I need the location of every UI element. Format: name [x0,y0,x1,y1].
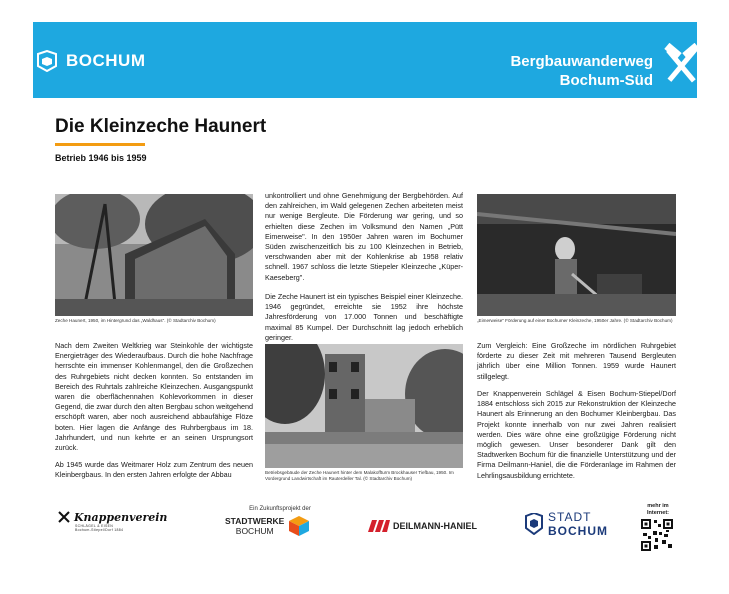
route-line-2: Bochum-Süd [559,72,653,89]
crossed-hammers-icon [659,43,705,89]
text-left-p2: Ab 1945 wurde das Weitmarer Holz zum Zentrum des neuen Kleinbergbaus. In den ersten Jahren erfolgte der Abbau [55,460,253,480]
route-line-1: Bergbauwanderweg [510,53,653,70]
knappenverein-logo [57,510,182,532]
deilmann-haniel-name: DEILMANN-HANIEL [393,521,477,531]
bochum-logo-icon [36,50,58,72]
knappenverein-sub: SCHLÄGEL & EISEN [75,524,114,528]
text-left-p1: Nach dem Zweiten Weltkrieg war Steinkohle der wichtigste Energieträger des Wiederaufbaus. Durch die hohe Nachfrage herrschte ein immenser Kohlenmangel, den die Großzechen des Ruhrgebiets nicht decken konnten. So entstanden im Bereich des Ruhrtals zahlreiche Kleinzechen. Ausgangspunkt waren die oberflächennahen Kohlevorkommen in dieser Gegend, die zwar durch den alten Bergbau schon weitgehend erschöpft waren, aber noch ausreichend abbaufähige Flöze boten. Hier lagen die Anfänge des Ruhrbergbaus im 18. Jahrhundert, und nun kehrte er an seinen Ursprungsort zurück. [55,341,253,453]
route-title [510,52,653,90]
photo-caption: Betriebsgebäude der Zeche Haunert hinter dem Malakoffturm Brockhauser Tiefbau, 1950. Im Vordergrund Landwirtschaft im Rauterdeller Tal. (© Stadtarchiv Bochum) [265,470,454,481]
stadtwerke-name: STADTWERKE [225,516,285,526]
photo-eimerweise [477,194,676,316]
photo-zeche-haunert [55,194,253,316]
qr-label-2: Internet: [647,509,669,516]
stadt-label: STADT [548,510,592,524]
deilmann-haniel-logo [368,520,498,532]
page-title: Die Kleinzeche Haunert [55,116,267,137]
crossed-hammers-icon [57,510,71,524]
stadt-bochum-logo [525,510,625,538]
knappenverein-sub2: Bochum-Stiepel/Dorf 1884 [75,528,124,532]
photo-caption: Zeche Haunert, 1950, im Hintergrund das „Waldhaus". (© Stadtarchiv Bochum) [55,318,216,323]
deilmann-haniel-icon [368,520,390,532]
photo-malakoffturm [265,344,463,468]
text-mid-p2: Die Zeche Haunert ist ein typisches Beispiel einer Kleinzeche. 1946 gegründet, erreichte sie 1952 ihre höchste Jahresförderung von 17.000 Tonnen und beschäftigte maximal 85 Kumpel. Der Durchschnitt lag jedoch erheblich geringer. [265,292,463,342]
text-mid-p1: unkontrolliert und ohne Genehmigung der Bergbehörden. Auf den zahlreichen, im Wald gelegenen Zechen arbeiteten meist nur wenige Bergleute. Die Förderung war gering, und so erhielten diese Zechen im Volksmund den Namen „Pütt Eimerweise". In den 1950er Jahren waren im Bochumer Süden zwischenzeitlich bis zu 100 Kleinzechen in Betrieb, verschwanden aber mit der Kohlenkrise ab 1958 relativ schnell. 1967 schloss die letzte Stiepeler Kleinzeche „Küper-Kaeseberg". [265,191,463,282]
stadt-bochum-icon [525,513,543,535]
qr-code-icon[interactable] [640,518,674,552]
stadtwerke-logo [225,506,335,537]
qr-label-1: mehr im [647,503,669,509]
bochum-label: BOCHUM [548,524,608,538]
qr-block [640,503,676,557]
page-subtitle: Betrieb 1946 bis 1959 [55,153,147,163]
stadtwerke-cube-icon [288,515,310,537]
stadtwerke-city: BOCHUM [235,526,274,536]
stadtwerke-preline: Ein Zukunftsprojekt der [249,506,311,512]
text-right-p2: Der Knappenverein Schlägel & Eisen Bochum-Stiepel/Dorf 1884 entschloss sich 2015 zur Rekonstruktion der Kleinzeche Haunert als Erinnerung an den Bochumer Kleinbergbau. Das Projekt konnte innerhalb von nur zwei Jahren realisiert werden. Dies wäre ohne eine großzügige Förderung nicht möglich gewesen. Unser besonderer Dank gilt den Stadtwerken Bochum für die finanzielle Unterstützung und der Firma Deilmann-Haniel, die die Förderanlage im Rahmen der Lehrlingsausbildung errichtete. [477,389,676,480]
title-underline [55,143,145,146]
text-right-p1: Zum Vergleich: Eine Großzeche im nördlichen Ruhrgebiet förderte zu dieser Zeit mit mehreren Tausend Bergleuten jährlich über eine Million Tonnen. 1959 wurde Haunert stillgelegt. [477,341,676,381]
bochum-logo [36,50,146,72]
knappenverein-name: Knappenverein [74,510,168,524]
photo-caption: „Eimerweise" Förderung auf einer Bochumer Kleinzeche, 1950er Jahre. (© Stadtarchiv Bochum) [477,318,673,323]
logo-text: BOCHUM [66,51,146,70]
